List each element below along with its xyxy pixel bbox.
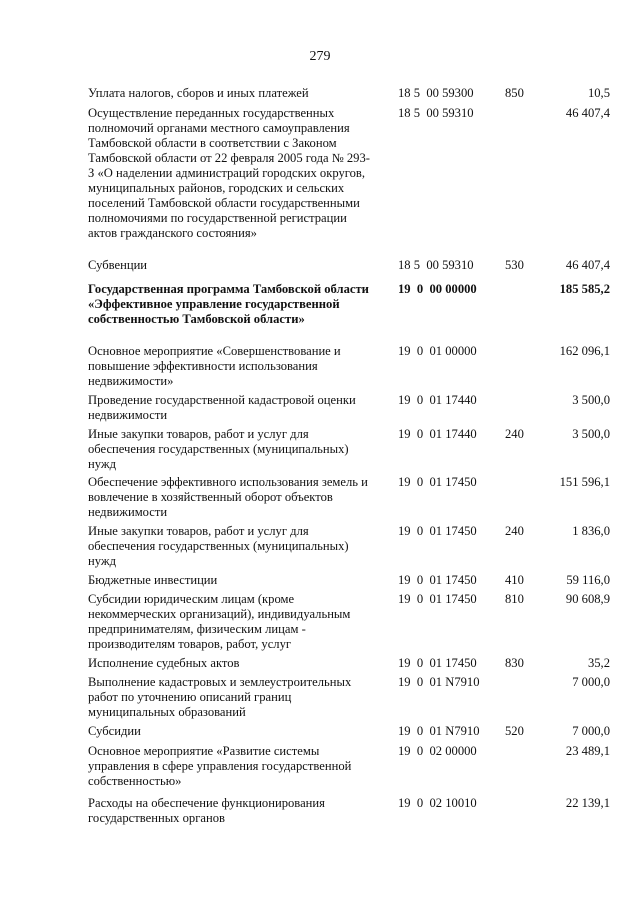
row-code: 19 0 01 17450 xyxy=(398,656,477,670)
row-code: 19 0 02 00000 xyxy=(398,744,477,758)
row-amount: 35,2 xyxy=(587,656,610,670)
table-row xyxy=(88,592,610,656)
row-code: 19 0 01 17450 xyxy=(398,592,477,606)
table-row xyxy=(88,724,610,744)
row-name: Расходы на обеспечение функционирования государственных органов xyxy=(88,796,325,825)
row-amount: 7 000,0 xyxy=(572,724,610,738)
table-row xyxy=(88,393,610,427)
row-code: 19 0 01 17450 xyxy=(398,524,477,538)
row-name: Проведение государственной кадастровой оценки недвижимости xyxy=(88,393,356,422)
budget-table xyxy=(88,86,610,830)
table-row xyxy=(88,675,610,724)
row-amount: 151 596,1 xyxy=(559,475,610,489)
table-row xyxy=(88,86,610,106)
row-amount: 23 489,1 xyxy=(565,744,610,758)
row-code: 19 0 01 17440 xyxy=(398,427,477,441)
row-code: 19 0 01 00000 xyxy=(398,344,477,358)
table-row xyxy=(88,344,610,393)
row-code: 19 0 01 N7910 xyxy=(398,675,480,689)
row-code: 18 5 00 59310 xyxy=(398,258,474,272)
row-amount: 22 139,1 xyxy=(565,796,610,810)
table-row xyxy=(88,475,610,524)
table-row xyxy=(88,573,610,592)
row-code: 18 5 00 59310 xyxy=(398,106,474,120)
row-name: Бюджетные инвестиции xyxy=(88,573,218,587)
row-code: 19 0 01 17450 xyxy=(398,475,477,489)
row-code: 18 5 00 59300 xyxy=(398,86,474,100)
row-name: Уплата налогов, сборов и иных платежей xyxy=(88,86,309,100)
row-expense-type: 240 xyxy=(505,524,524,538)
row-name: Субвенции xyxy=(88,258,148,272)
row-expense-type: 810 xyxy=(505,592,524,606)
table-row xyxy=(88,744,610,796)
row-amount: 7 000,0 xyxy=(572,675,610,689)
row-code: 19 0 01 17440 xyxy=(398,393,477,407)
row-amount: 162 096,1 xyxy=(559,344,610,358)
row-name: Государственная программа Тамбовской области «Эффективное управление государственной собственностью Тамбовской области» xyxy=(88,282,369,326)
row-name: Иные закупки товаров, работ и услуг для обеспечения государственных (муниципальных) нужд xyxy=(88,427,349,471)
row-name: Исполнение судебных актов xyxy=(88,656,240,670)
row-name: Выполнение кадастровых и землеустроительных работ по уточнению описаний границ муниципальных образований xyxy=(88,675,352,719)
row-name: Основное мероприятие «Развитие системы управления в сфере управления государственной собственностью» xyxy=(88,744,352,788)
row-expense-type: 520 xyxy=(505,724,524,738)
row-amount: 90 608,9 xyxy=(565,592,610,606)
row-expense-type: 830 xyxy=(505,656,524,670)
row-code: 19 0 00 00000 xyxy=(398,282,477,296)
table-row xyxy=(88,282,610,344)
table-row xyxy=(88,427,610,475)
row-amount: 185 585,2 xyxy=(559,282,610,296)
row-name: Осуществление переданных государственных полномочий органами местного самоуправления Тамбовской области в соответствии с Законом Тамбовской области от 22 февраля 2005 года № 293-З «О наделении администраций городских округов, муниципальных районов, городских и сельских поселений Тамбовской области государственными полномочиями по государственной регистрации актов гражданского состояния» xyxy=(88,106,370,240)
row-code: 19 0 01 N7910 xyxy=(398,724,480,738)
row-amount: 1 836,0 xyxy=(572,524,610,538)
page-number: 279 xyxy=(309,49,331,64)
table-row xyxy=(88,796,610,830)
table-row xyxy=(88,524,610,573)
row-expense-type: 240 xyxy=(505,427,524,441)
row-code: 19 0 01 17450 xyxy=(398,573,477,587)
row-expense-type: 530 xyxy=(505,258,524,272)
row-amount: 59 116,0 xyxy=(566,573,610,587)
row-expense-type: 850 xyxy=(505,86,524,100)
row-expense-type: 410 xyxy=(505,573,524,587)
table-row xyxy=(88,258,610,282)
row-code: 19 0 02 10010 xyxy=(398,796,477,810)
row-name: Субсидии xyxy=(88,724,141,738)
row-name: Основное мероприятие «Совершенствование и повышение эффективности использования недвижимости» xyxy=(88,344,341,388)
row-amount: 46 407,4 xyxy=(565,106,610,120)
row-name: Субсидии юридическим лицам (кроме некоммерческих организаций), индивидуальным предпринимателям, физическим лицам - производителям товаров, работ, услуг xyxy=(88,592,351,651)
table-row xyxy=(88,656,610,675)
row-name: Иные закупки товаров, работ и услуг для обеспечения государственных (муниципальных) нужд xyxy=(88,524,349,568)
row-name: Обеспечение эффективного использования земель и вовлечение в хозяйственный оборот объектов недвижимости xyxy=(88,475,368,519)
row-amount: 3 500,0 xyxy=(572,427,610,441)
table-row xyxy=(88,106,610,258)
row-amount: 3 500,0 xyxy=(572,393,610,407)
row-amount: 46 407,4 xyxy=(565,258,610,272)
row-amount: 10,5 xyxy=(587,86,610,100)
